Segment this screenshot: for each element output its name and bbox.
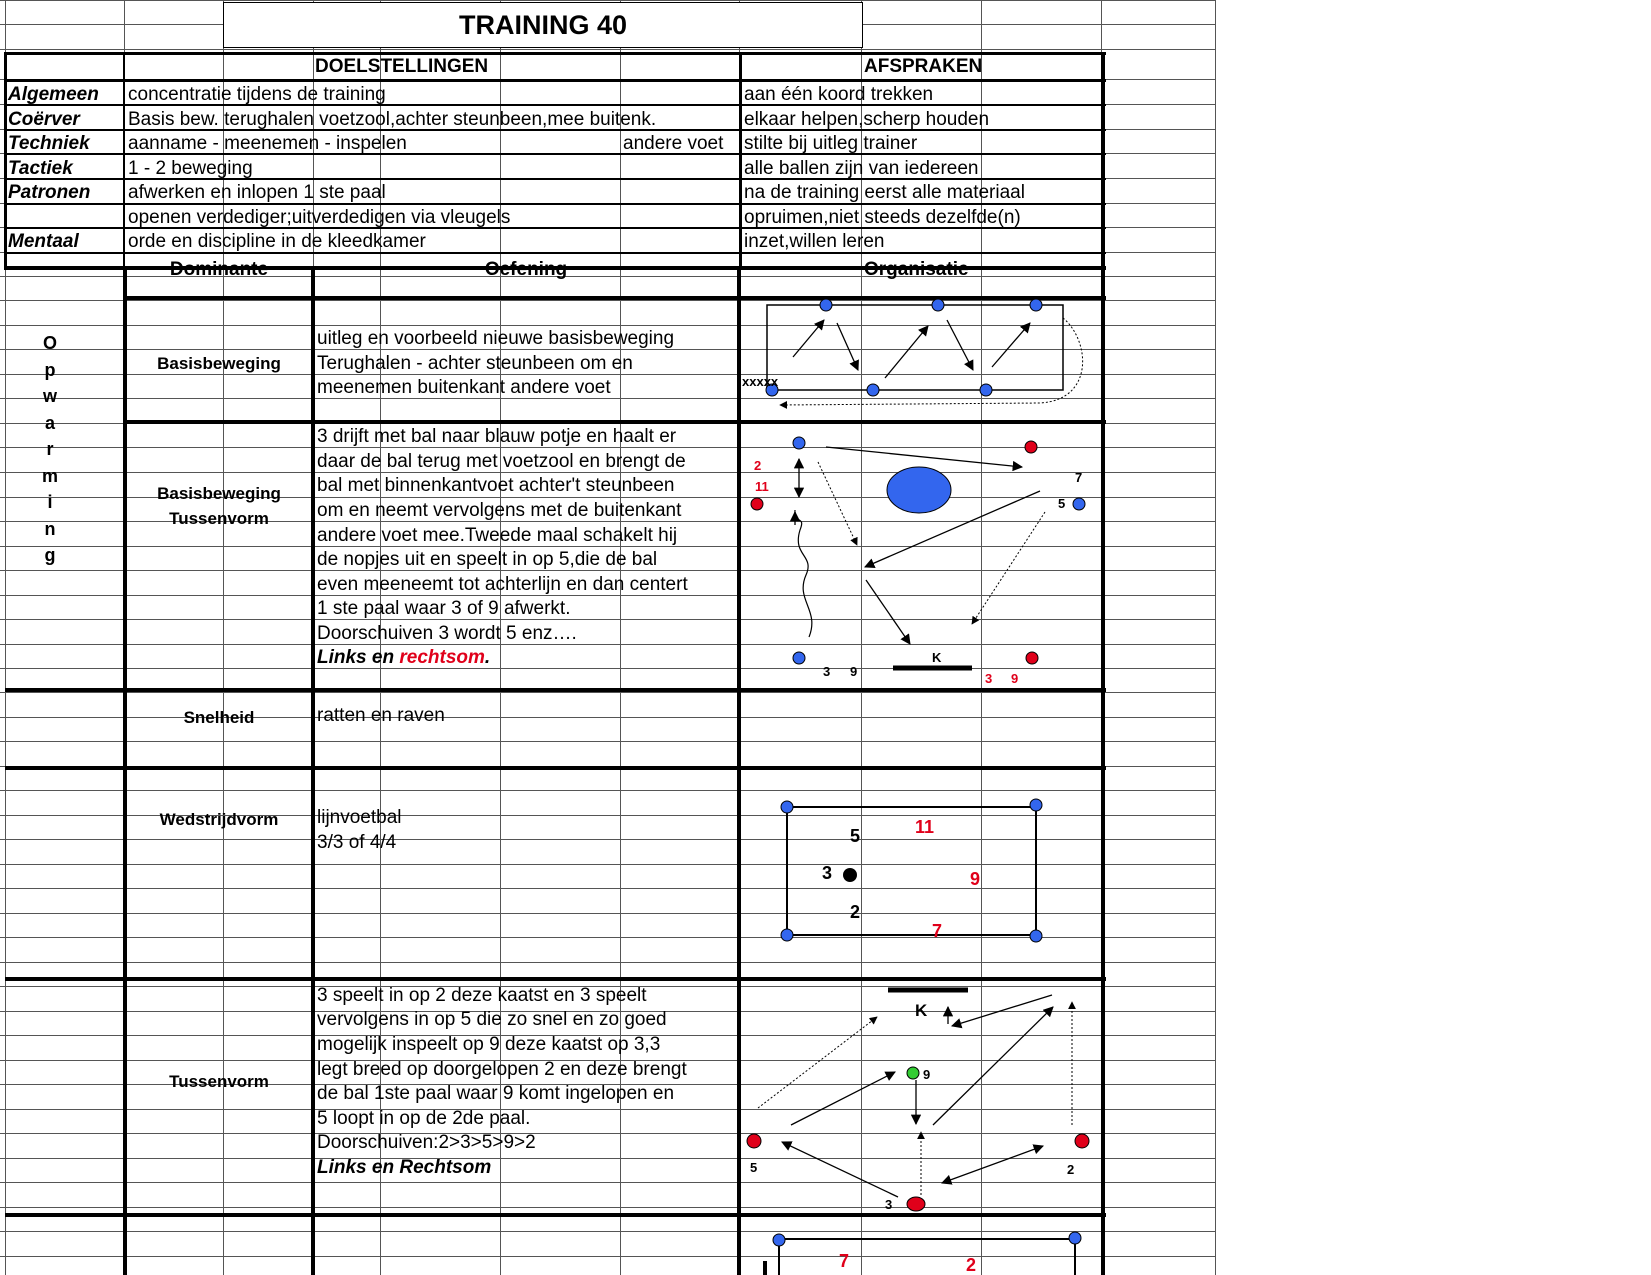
- block4-line: lijnvoetbal: [317, 807, 402, 828]
- goal-label: Algemeen: [8, 84, 99, 105]
- block1-line: Terughalen - achter steunbeen om en: [317, 353, 633, 374]
- diagram-4: [781, 799, 1042, 942]
- goal-label: Mentaal: [8, 231, 79, 252]
- svg-text:5: 5: [850, 826, 861, 846]
- svg-text:11: 11: [915, 817, 935, 837]
- svg-text:11: 11: [755, 479, 769, 494]
- svg-text:3: 3: [823, 664, 831, 679]
- block1-line: meenemen buitenkant andere voet: [317, 377, 611, 398]
- goal-label: Patronen: [8, 182, 91, 203]
- afspraak-text: alle ballen zijn van iedereen: [744, 158, 979, 179]
- diagram-2: [751, 437, 1085, 686]
- goal-text: Basis bew. terughalen voetzool,achter steunbeen,mee buitenk.: [128, 109, 657, 130]
- page-title: TRAINING 40: [223, 2, 863, 48]
- svg-text:9: 9: [970, 869, 981, 889]
- afspraak-text: opruimen,niet steeds dezelfde(n): [744, 207, 1021, 228]
- block5-line: 3 speelt in op 2 deze kaatst en 3 speelt: [317, 985, 647, 1006]
- block2-line: om en neemt vervolgens met de buitenkant: [317, 500, 682, 521]
- svg-text:9: 9: [1011, 671, 1019, 686]
- goal-label: Tactiek: [8, 158, 73, 179]
- goal-text: orde en discipline in de kleedkamer: [128, 231, 426, 252]
- goal-label: Techniek: [8, 133, 90, 154]
- block2-line: Doorschuiven 3 wordt 5 enz….: [317, 623, 577, 644]
- afspraak-text: inzet,willen leren: [744, 231, 885, 252]
- diagram-1-xxxxx: xxxxx: [742, 374, 779, 389]
- block2-line: 1 ste paal waar 3 of 9 afwerkt.: [317, 598, 571, 619]
- svg-text:7: 7: [1075, 470, 1083, 485]
- dominante-header: Dominante: [169, 259, 269, 280]
- doelstellingen-header: DOELSTELLINGEN: [315, 56, 489, 77]
- block2-line: bal met binnenkantvoet achter't steunbeen: [317, 475, 675, 496]
- svg-text:3: 3: [985, 671, 993, 686]
- goal-text: afwerken en inlopen 1 ste paal: [128, 182, 386, 203]
- svg-text:2: 2: [966, 1255, 977, 1275]
- goal-extra: andere voet: [623, 133, 724, 154]
- svg-text:2: 2: [1067, 1162, 1075, 1177]
- oefening-header: Oefening: [484, 259, 568, 280]
- block5-line: 5 loopt in op de 2de paal.: [317, 1108, 531, 1129]
- block2-line: de nopjes uit en speelt in op 5,die de bal: [317, 549, 658, 570]
- block5-line: vervolgens in op 5 die zo snel en zo goed: [317, 1009, 667, 1030]
- afspraken-header: AFSPRAKEN: [864, 56, 983, 77]
- svg-text:9: 9: [850, 664, 858, 679]
- svg-text:7: 7: [932, 921, 943, 941]
- afspraak-text: stilte bij uitleg trainer: [744, 133, 918, 154]
- block5-line: legt breed op doorgelopen 2 en deze brengt: [317, 1059, 687, 1080]
- diagram-1: [742, 299, 1083, 405]
- block2-line: even meeneemt tot achterlijn en dan centert: [317, 574, 688, 595]
- diagram-5: [747, 990, 1089, 1212]
- svg-text:7: 7: [839, 1251, 850, 1271]
- block4-line: 3/3 of 4/4: [317, 832, 397, 853]
- block5-line: Doorschuiven:2>3>5>9>2: [317, 1132, 536, 1153]
- svg-text:9: 9: [923, 1067, 931, 1082]
- organisatie-header: Organisatie: [864, 259, 969, 280]
- goal-label: Coërver: [8, 109, 80, 130]
- goal-text: 1 - 2 beweging: [128, 158, 253, 179]
- block1-line: uitleg en voorbeeld nieuwe basisbeweging: [317, 328, 675, 349]
- svg-text:5: 5: [750, 1160, 758, 1175]
- block3-dominante: Snelheid: [183, 708, 255, 727]
- goal-text: openen verdediger;uitverdedigen via vleugels: [128, 207, 511, 228]
- svg-text:5: 5: [1058, 496, 1066, 511]
- svg-text:K: K: [932, 650, 942, 665]
- svg-text:2: 2: [850, 902, 861, 922]
- afspraak-text: aan één koord trekken: [744, 84, 934, 105]
- svg-text:3: 3: [822, 863, 833, 883]
- afspraak-text: na de training eerst alle materiaal: [744, 182, 1025, 203]
- afspraak-text: elkaar helpen,scherp houden: [744, 109, 990, 130]
- block5-line: de bal 1ste paal waar 9 komt ingelopen en: [317, 1083, 675, 1104]
- block4-dominante: Wedstrijdvorm: [159, 810, 279, 829]
- block3-line: ratten en raven: [317, 705, 445, 726]
- goal-text: concentratie tijdens de training: [128, 84, 386, 105]
- block2-line: 3 drijft met bal naar blauw potje en haalt er: [317, 426, 677, 447]
- block2-dominante: Basisbeweging: [157, 484, 281, 503]
- svg-text:K: K: [915, 1001, 928, 1020]
- block2-line: andere voet mee.Tweede maal schakelt hij: [317, 525, 678, 546]
- block2-dominante-2: Tussenvorm: [169, 509, 269, 528]
- block2-line: daar de bal terug met voetzool en brengt de: [317, 451, 686, 472]
- opwarming-vertical-label: O p w a r m i n g: [41, 333, 58, 565]
- block5-dominante: Tussenvorm: [169, 1072, 269, 1091]
- svg-text:2: 2: [754, 458, 762, 473]
- goal-text: aanname - meenemen - inspelen: [128, 133, 407, 154]
- block1-dominante: Basisbeweging: [157, 354, 281, 373]
- block5-line: mogelijk inspeelt op 9 deze kaatst op 3,3: [317, 1034, 661, 1055]
- block5-line: Links en Rechtsom: [317, 1157, 492, 1178]
- svg-text:3: 3: [885, 1197, 893, 1212]
- block2-direction: Links en rechtsom.: [317, 647, 491, 668]
- diagram-6: [765, 1232, 1081, 1275]
